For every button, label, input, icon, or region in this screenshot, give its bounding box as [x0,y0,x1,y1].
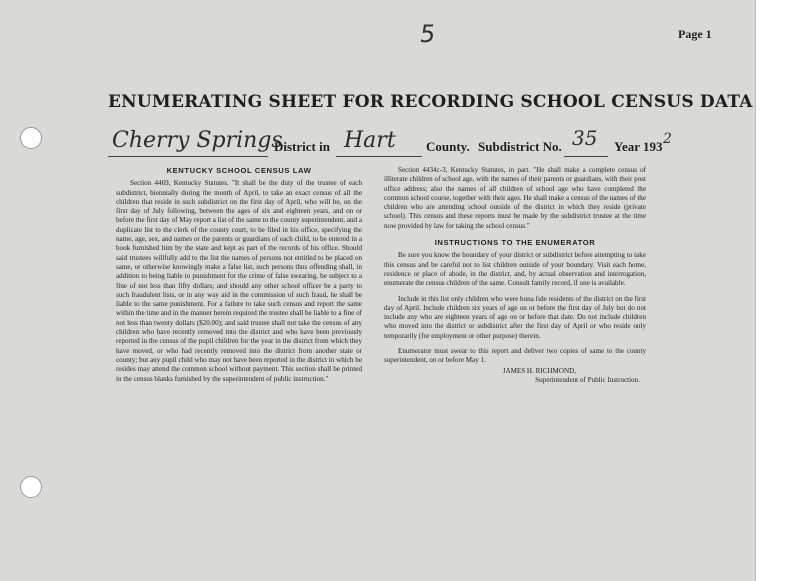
subdistrict-label: Subdistrict No. [478,139,562,154]
year-label: Year 193 [614,139,663,154]
instructions-paragraph-1: Be sure you know the boundary of your district or subdistrict before attempting to take this census and be careful not to list children outside of your boundary. Visit each home, residence or place of abode, in the district, and, by actual observation and interrogation, enumerate the census children of the same. Consult family record, if one is available. [384,251,646,288]
law-section-2: Section 4434c-3, Kentucky Statutes, in part. "He shall make a complete census of illiterate children of school age, with the names of their parents or guardians, with their post office address; also the names of all children of school age who have completed the common school course, together with their ages. He shall make a census of the names of the children who are attending school outside of the district in which they reside (private school). This census and these reports must be made by the subdistrict trustee at the time now provided by law for taking the school census." [384,166,646,230]
signature-name: JAMES H. RICHMOND, [502,366,576,375]
instructions-paragraph-2: Include in this list only children who were bona fide residents of the district on the first day of April. Include children six years of age on or before the first day of July but do not include any who are eighteen years of age on or before that date. Do not include children who moved into the district or subdistrict after the first day of April or who reside only temporarily (for employment or other purpose) therein. [384,294,646,340]
page-label: Page 1 [678,27,712,41]
sheet-title: ENUMERATING SHEET FOR RECORDING SCHOOL CENSUS DATA [108,92,753,112]
law-heading: KENTUCKY SCHOOL CENSUS LAW [166,166,312,175]
instructions-heading: INSTRUCTIONS TO THE ENUMERATOR [434,238,596,248]
law-paragraph: Section 4469, Kentucky Statutes. "It shall be the duty of the trustee of each subdistrict, biennially during the month of April, to take an exact census of all the children that reside in such subdistrict on the first day of April, who will be, on the first day of July following, between the ages of six and eighteen years, and on or before the first day of May report a list of the same to the county superintendent, and a duplicate list to the clerk of the county court, to be filed in his office, specifying the name, age, sex, and names or the parents or guardians of each child, to be entered in a book furnished him by the state and kept as part of the records of his office. Should said trustees willfully add to the list the names of persons not entitled to be placed on same, or otherwise knowingly make a false list, such persons thus offending shall, in addition to being liable to punishment for the crime of false swearing, be subject to a fine of not less than fifty dollars; and should any other school officer be a party to such fraudulent lists, or in any way aid in the commission of such fraud, he shall be liable to the same punishment. For a failure to take such census and report the same within the time and in the manner herein required the trustee shall be liable to a fine of not less than twenty dollars ($20.00); and said trustee shall not take the census of any children who have recently removed into the district and who have been previously reported in the census of the pupil children for the year in the district from which they have moved, or who had recently removed into the district from another state or county; but any pupil child who may not have been reported in the district in which he resides may attend the common school without payment. This section shall be printed in the census blanks furnished by the superintendent of public instruction." [116,179,362,383]
county-underline [336,155,422,157]
district-name: Cherry Springs [112,128,283,153]
punch-hole-bottom [20,476,42,498]
subdistrict-number: 35 [572,126,598,150]
law-column [116,166,362,384]
instructions-column [384,166,646,385]
signature-title: Superintendent of Public Instruction. [535,375,640,384]
punch-hole-top [20,127,42,149]
handwritten-page-number: 5 [418,20,438,48]
instructions-paragraph-3: Enumerator must swear to this report and deliver two copies of same to the county superintendent, on or before May 1. [384,347,646,365]
district-underline [108,155,268,157]
district-label: District in [274,139,330,154]
year-digit: 2 [663,131,672,147]
county-name: Hart [344,128,396,153]
subdistrict-underline [564,155,608,157]
header-fill-line [108,126,672,160]
county-label: County. [426,139,470,154]
